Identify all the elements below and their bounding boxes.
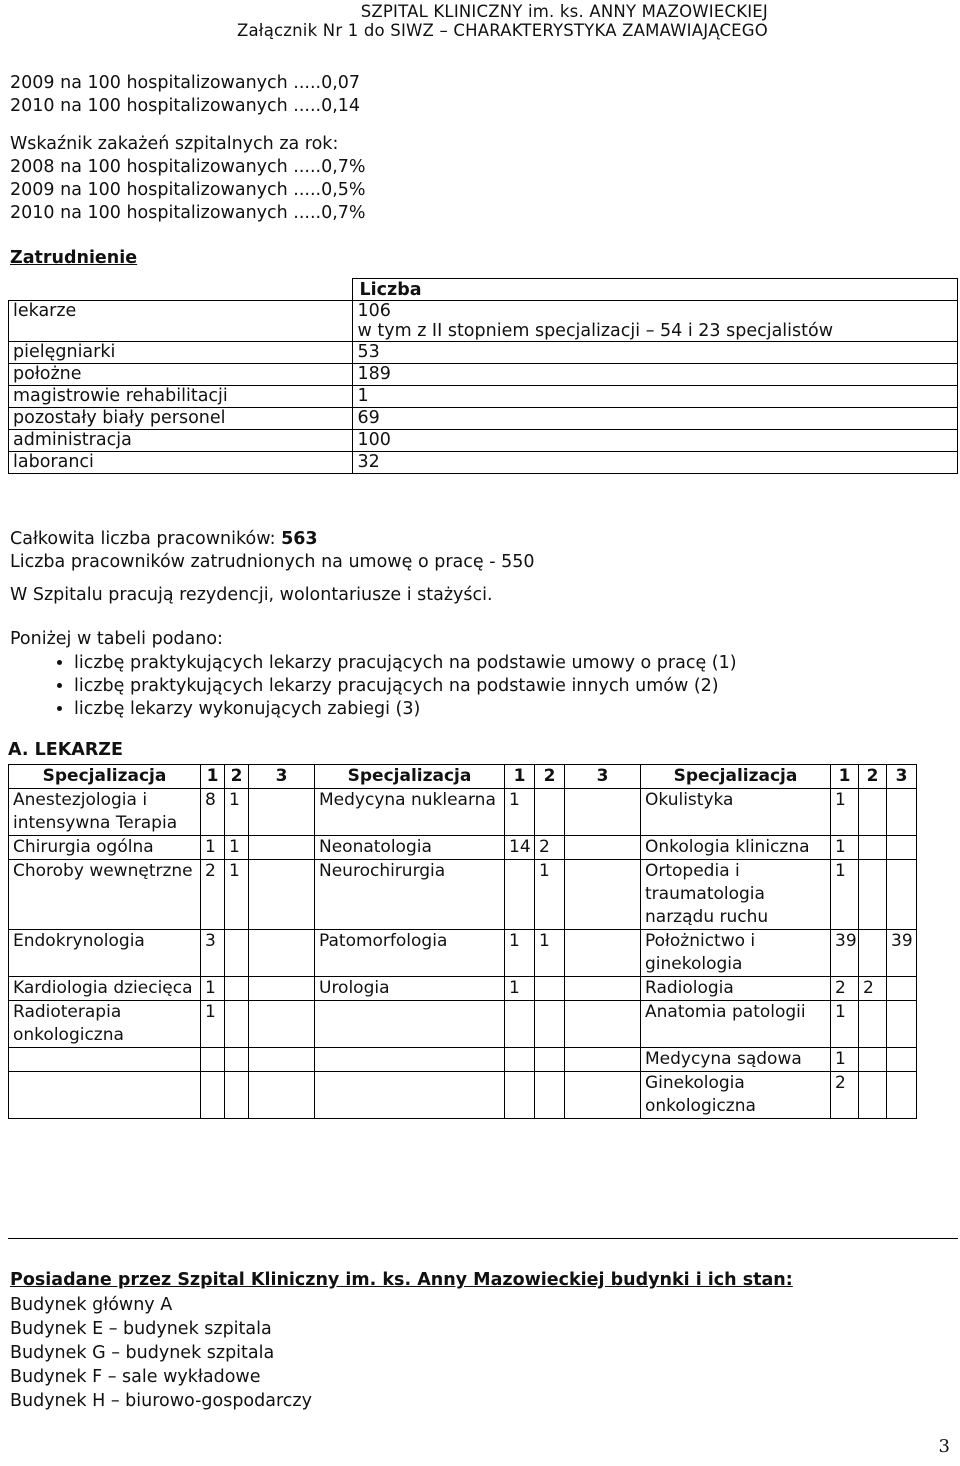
specialization-cell: Choroby wewnętrzne — [9, 860, 201, 930]
specialization-cell: Urologia — [315, 977, 505, 1001]
count-cell — [201, 1048, 225, 1072]
count-cell — [565, 1048, 641, 1072]
count-cell — [565, 930, 641, 977]
specialization-cell: Neonatologia — [315, 836, 505, 860]
col-header: 3 — [249, 765, 315, 789]
row-label: pozostały biały personel — [9, 408, 353, 430]
count-cell — [859, 930, 887, 977]
count-cell: 2 — [201, 860, 225, 930]
count-cell — [249, 930, 315, 977]
col-header: Specjalizacja — [315, 765, 505, 789]
count-cell: 1 — [505, 789, 535, 836]
count-cell — [565, 1072, 641, 1119]
table-row — [9, 977, 917, 1001]
count-cell — [535, 1072, 565, 1119]
count-cell — [887, 1072, 917, 1119]
bullet-item: • liczbę praktykujących lekarzy pracujących na podstawie innych umów (2) — [74, 675, 737, 698]
count-cell: 3 — [201, 930, 225, 977]
specialization-cell — [315, 1001, 505, 1048]
specialization-cell: Anatomia patologii — [641, 1001, 831, 1048]
infection-line: 2008 na 100 hospitalizowanych .....0,7% — [10, 157, 366, 177]
table-row — [9, 408, 958, 430]
count-cell — [505, 1072, 535, 1119]
count-cell — [887, 1048, 917, 1072]
infection-rates — [10, 133, 366, 225]
total-label: Całkowita liczba pracowników: — [10, 529, 276, 549]
table-row — [9, 364, 958, 386]
count-cell — [887, 1001, 917, 1048]
count-cell: 1 — [535, 930, 565, 977]
residents-line: W Szpitalu pracują rezydencji, wolontariusze i stażyści. — [10, 585, 493, 605]
col-header: Specjalizacja — [641, 765, 831, 789]
count-cell — [225, 1001, 249, 1048]
col-header-count: Liczba — [353, 279, 958, 301]
row-label: magistrowie rehabilitacji — [9, 386, 353, 408]
intro-line: Poniżej w tabeli podano: — [10, 629, 223, 649]
col-header: Specjalizacja — [9, 765, 201, 789]
header-empty-cell — [9, 279, 353, 301]
col-header: 1 — [201, 765, 225, 789]
table-row — [9, 930, 917, 977]
doctors-table — [8, 764, 917, 1119]
row-value-extra: w tym z II stopniem specjalizacji – 54 i 23 specjalistów — [357, 321, 834, 341]
specialization-cell: Medycyna nuklearna — [315, 789, 505, 836]
building-item: Budynek E – budynek szpitala — [10, 1319, 272, 1339]
col-header: 2 — [535, 765, 565, 789]
col-header: 3 — [887, 765, 917, 789]
specialization-cell — [315, 1048, 505, 1072]
count-cell — [565, 977, 641, 1001]
table-row — [9, 1072, 917, 1119]
specialization-cell: Chirurgia ogólna — [9, 836, 201, 860]
count-cell: 1 — [831, 1001, 859, 1048]
table-row — [9, 1001, 917, 1048]
count-cell: 2 — [859, 977, 887, 1001]
stat-line: 2010 na 100 hospitalizowanych .....0,14 — [10, 96, 361, 116]
count-cell — [505, 1048, 535, 1072]
col-header: 1 — [831, 765, 859, 789]
specialization-cell: Radioterapia onkologiczna — [9, 1001, 201, 1048]
count-cell — [565, 789, 641, 836]
count-cell — [859, 836, 887, 860]
count-cell — [505, 1001, 535, 1048]
page-header — [237, 2, 768, 40]
count-cell — [505, 860, 535, 930]
row-value: 69 — [353, 408, 958, 430]
stat-line: 2009 na 100 hospitalizowanych .....0,07 — [10, 73, 361, 93]
bullet-list — [38, 652, 737, 721]
contract-employees: Liczba pracowników zatrudnionych na umowę o pracę - 550 — [10, 552, 535, 572]
count-cell — [565, 860, 641, 930]
count-cell — [887, 977, 917, 1001]
table-row — [9, 430, 958, 452]
row-value: 53 — [353, 342, 958, 364]
count-cell: 1 — [831, 1048, 859, 1072]
table-row — [9, 860, 917, 930]
total-employees — [10, 528, 534, 551]
divider — [8, 1238, 958, 1239]
row-label: położne — [9, 364, 353, 386]
employment-title: Zatrudnienie — [10, 248, 138, 268]
bullet-item: • liczbę lekarzy wykonujących zabiegi (3) — [74, 698, 737, 721]
infection-line: 2009 na 100 hospitalizowanych .....0,5% — [10, 180, 366, 200]
row-value-number: 106 — [357, 301, 391, 321]
bullet-item: • liczbę praktykujących lekarzy pracujących na podstawie umowy o pracę (1) — [74, 652, 737, 675]
specialization-cell: Okulistyka — [641, 789, 831, 836]
count-cell: 2 — [831, 1072, 859, 1119]
count-cell: 2 — [535, 836, 565, 860]
count-cell — [249, 836, 315, 860]
building-item: Budynek F – sale wykładowe — [10, 1367, 261, 1387]
count-cell: 1 — [225, 836, 249, 860]
table-row — [9, 1048, 917, 1072]
count-cell: 39 — [887, 930, 917, 977]
count-cell: 1 — [535, 860, 565, 930]
count-cell: 1 — [201, 977, 225, 1001]
specialization-cell: Radiologia — [641, 977, 831, 1001]
row-label: laboranci — [9, 452, 353, 474]
count-cell — [887, 860, 917, 930]
count-cell: 1 — [201, 1001, 225, 1048]
count-cell — [249, 1072, 315, 1119]
specialization-cell: Ginekologia onkologiczna — [641, 1072, 831, 1119]
row-value — [353, 301, 958, 342]
page-number: 3 — [938, 1436, 950, 1457]
count-cell — [225, 977, 249, 1001]
specialization-cell: Medycyna sądowa — [641, 1048, 831, 1072]
specialization-cell: Endokrynologia — [9, 930, 201, 977]
count-cell — [859, 860, 887, 930]
row-value: 1 — [353, 386, 958, 408]
count-cell — [249, 977, 315, 1001]
buildings-title: Posiadane przez Szpital Kliniczny im. ks. Anny Mazowieckiej budynki i ich stan: — [10, 1270, 793, 1290]
infection-line: 2010 na 100 hospitalizowanych .....0,7% — [10, 203, 366, 223]
count-cell — [201, 1072, 225, 1119]
employment-summary — [10, 528, 534, 607]
count-cell — [535, 977, 565, 1001]
count-cell: 1 — [831, 860, 859, 930]
count-cell: 1 — [505, 930, 535, 977]
specialization-cell: Patomorfologia — [315, 930, 505, 977]
row-label: lekarze — [9, 301, 353, 342]
row-value: 100 — [353, 430, 958, 452]
count-cell: 1 — [201, 836, 225, 860]
count-cell — [535, 789, 565, 836]
building-item: Budynek H – biurowo-gospodarczy — [10, 1391, 312, 1411]
count-cell: 1 — [225, 860, 249, 930]
count-cell — [249, 789, 315, 836]
table-row — [9, 386, 958, 408]
row-label: pielęgniarki — [9, 342, 353, 364]
count-cell: 1 — [831, 836, 859, 860]
count-cell — [859, 1048, 887, 1072]
col-header: 2 — [859, 765, 887, 789]
doctors-table-body — [9, 789, 917, 1119]
total-value: 563 — [281, 529, 318, 549]
specialization-cell — [315, 1072, 505, 1119]
specialization-cell: Kardiologia dziecięca — [9, 977, 201, 1001]
count-cell: 1 — [225, 789, 249, 836]
buildings-list — [10, 1293, 312, 1413]
col-header: 1 — [505, 765, 535, 789]
count-cell: 8 — [201, 789, 225, 836]
count-cell: 14 — [505, 836, 535, 860]
table-row — [9, 789, 917, 836]
count-cell — [565, 836, 641, 860]
table-row — [9, 342, 958, 364]
row-label: administracja — [9, 430, 353, 452]
specialization-cell: Ortopedia i traumatologia narządu ruchu — [641, 860, 831, 930]
doctors-title: A. LEKARZE — [8, 740, 123, 760]
header-hospital-name: SZPITAL KLINICZNY im. ks. ANNY MAZOWIECKIEJ — [360, 2, 768, 21]
specialization-cell — [9, 1048, 201, 1072]
building-item: Budynek G – budynek szpitala — [10, 1343, 275, 1363]
count-cell: 2 — [831, 977, 859, 1001]
building-item: Budynek główny A — [10, 1295, 173, 1315]
count-cell — [225, 930, 249, 977]
row-value: 189 — [353, 364, 958, 386]
count-cell — [249, 860, 315, 930]
count-cell — [225, 1048, 249, 1072]
count-cell: 39 — [831, 930, 859, 977]
count-cell — [535, 1001, 565, 1048]
count-cell — [249, 1001, 315, 1048]
row-value: 32 — [353, 452, 958, 474]
count-cell — [249, 1048, 315, 1072]
count-cell — [225, 1072, 249, 1119]
specialization-cell — [9, 1072, 201, 1119]
employment-table — [8, 278, 958, 474]
header-attachment: Załącznik Nr 1 do SIWZ – CHARAKTERYSTYKA ZAMAWIAJĄCEGO — [236, 21, 768, 40]
count-cell — [859, 1001, 887, 1048]
stats-top — [10, 72, 360, 118]
specialization-cell: Położnictwo i ginekologia — [641, 930, 831, 977]
count-cell — [565, 1001, 641, 1048]
count-cell — [859, 1072, 887, 1119]
infection-title: Wskaźnik zakażeń szpitalnych za rok: — [10, 134, 339, 154]
specialization-cell: Onkologia kliniczna — [641, 836, 831, 860]
count-cell — [859, 789, 887, 836]
table-row — [9, 836, 917, 860]
doctors-header-row — [9, 765, 917, 789]
col-header: 3 — [565, 765, 641, 789]
count-cell: 1 — [831, 789, 859, 836]
specialization-cell: Neurochirurgia — [315, 860, 505, 930]
count-cell — [887, 836, 917, 860]
specialization-cell: Anestezjologia i intensywna Terapia — [9, 789, 201, 836]
count-cell — [535, 1048, 565, 1072]
count-cell — [887, 789, 917, 836]
table-row — [9, 301, 958, 342]
table-row — [9, 452, 958, 474]
col-header: 2 — [225, 765, 249, 789]
count-cell: 1 — [505, 977, 535, 1001]
